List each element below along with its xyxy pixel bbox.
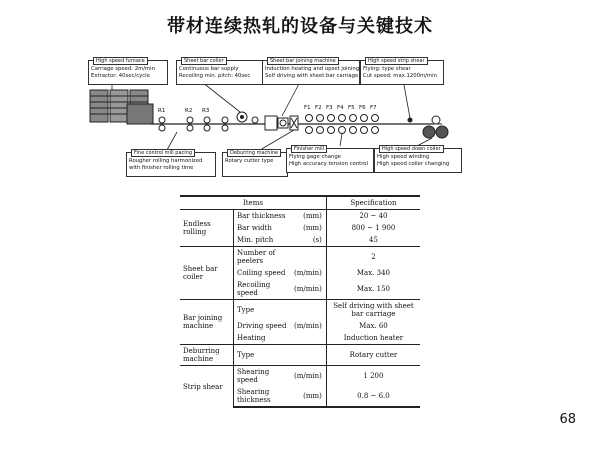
- callout-strip-shear: [360, 60, 444, 85]
- item-cell: Bar thickness: [233, 210, 291, 223]
- item-cell: Bar width: [236, 224, 272, 232]
- stand-label-f2: F2: [315, 105, 322, 111]
- table-row: [180, 210, 420, 223]
- stand-label-f3: F3: [326, 105, 333, 111]
- item-cell: Shearing thickness: [233, 386, 291, 407]
- down-coilers-icon: [382, 116, 448, 138]
- item-cell: Shearing speed: [233, 366, 291, 387]
- table-body: [180, 210, 420, 408]
- value-cell: Rotary cutter: [326, 345, 420, 366]
- value-cell: 800 ~ 1 900: [326, 222, 420, 234]
- item-cell: Number of peelers: [233, 247, 291, 268]
- value-cell: 20 ~ 40: [326, 210, 420, 223]
- header-specification: Specification: [326, 196, 420, 210]
- category-cell: [180, 300, 233, 345]
- table-row: [180, 366, 420, 387]
- unit-cell: (s): [312, 236, 322, 244]
- callout-header: Deburring machine: [227, 149, 281, 157]
- stand-label-r3: R3: [202, 108, 210, 114]
- callout-line: Rougher rolling harmonized: [129, 158, 203, 164]
- callout-line: with finisher rolling time: [129, 165, 194, 171]
- header-items: Items: [180, 196, 326, 210]
- category-line: machine: [183, 322, 214, 330]
- item-cell: Heating: [236, 334, 266, 342]
- item-cell: Recoiling speed: [236, 281, 271, 297]
- process-diagram: [82, 32, 522, 182]
- category-line: Strip shear: [183, 382, 223, 391]
- value-cell: Max. 340: [326, 267, 420, 279]
- category-cell: [180, 345, 233, 366]
- furnace-icon: [90, 90, 153, 124]
- callout-down-coiler: [374, 148, 462, 173]
- specification-table: [180, 195, 420, 408]
- callout-sheet-bar-coiler: [176, 60, 264, 85]
- item-cell: Min. pitch: [236, 236, 274, 244]
- callout-deburring-machine: [222, 152, 288, 177]
- page-title: 带材连续热轧的设备与关键技术: [167, 16, 433, 37]
- item-cell: Coiling speed: [236, 269, 286, 277]
- unit-cell: [291, 300, 326, 321]
- unit-cell: (m/min): [294, 322, 322, 330]
- stand-label-f6: F6: [359, 105, 366, 111]
- callout-line: Flying gage change: [289, 154, 341, 160]
- callout-line: Self driving with sheet bar carriage: [265, 73, 359, 79]
- item-cell: Type: [233, 300, 291, 321]
- callout-line: Recoiling min. pitch: 40sec: [179, 73, 251, 79]
- category-cell: [180, 247, 233, 300]
- callout-header: Finisher mill: [291, 145, 327, 153]
- callout-header: High speed furnace: [93, 57, 148, 65]
- coiler-icon: [237, 112, 258, 123]
- value-cell: Self driving with sheet bar carriage: [326, 300, 420, 321]
- unit-cell: (m/min): [294, 269, 322, 277]
- joining-machine-icon: [265, 116, 288, 130]
- unit-cell: (m/min): [294, 285, 322, 293]
- category-line: machine: [183, 355, 214, 363]
- value-cell: Max. 60: [326, 320, 420, 332]
- item-cell: Type: [233, 345, 291, 366]
- stand-label-f5: F5: [348, 105, 355, 111]
- callout-line: Rotary cutter type: [225, 158, 274, 164]
- category-cell: [180, 210, 233, 247]
- callout-line: Extractor: 40sec/cycle: [91, 73, 150, 79]
- table-row: [180, 247, 420, 268]
- unit-cell: (m/min): [291, 366, 326, 387]
- callout-line: Induction heating and upset joining: [265, 66, 360, 72]
- callout-sheet-bar-joining: [262, 60, 360, 85]
- value-cell: Induction heater: [326, 332, 420, 345]
- callout-header: Fine control mill pacing: [131, 149, 195, 157]
- deburring-machine-icon: [290, 116, 298, 130]
- category-line: Deburring: [183, 347, 220, 355]
- value-cell: 0.8 ~ 6.0: [326, 386, 420, 407]
- value-cell: 1 200: [326, 366, 420, 387]
- stand-label-f7: F7: [370, 105, 377, 111]
- unit-cell: (mm): [291, 386, 326, 407]
- stand-label-f4: F4: [337, 105, 344, 111]
- item-cell: Driving speed: [236, 322, 287, 330]
- callout-line: High accuracy tension control: [289, 161, 369, 167]
- callout-line: Flying: type shear: [363, 66, 411, 72]
- unit-cell: (mm): [291, 210, 326, 223]
- callout-line: Cut speed: max.1200m/min: [363, 73, 437, 79]
- callout-high-speed-furnace: [88, 60, 168, 85]
- unit-cell: (mm): [303, 224, 322, 232]
- stand-label-r2: R2: [185, 108, 193, 114]
- table-row: [180, 345, 420, 366]
- callout-header: Sheet bar joining machine: [267, 57, 339, 65]
- callout-header: High speed down coiler: [379, 145, 444, 153]
- stand-label-r1: R1: [158, 108, 166, 114]
- callout-line: Carriage speed: 2m/min: [91, 66, 156, 72]
- callout-header: Sheet bar coiler: [181, 57, 227, 65]
- callout-line: High speed winding: [377, 154, 430, 160]
- callout-line: Continuous bar supply: [179, 66, 239, 72]
- table-row: [180, 300, 420, 321]
- callout-line: High speed coiler changing: [377, 161, 450, 167]
- unit-cell: [291, 332, 326, 345]
- callout-header: High speed strip shear: [365, 57, 428, 65]
- stand-label-f1: F1: [304, 105, 311, 111]
- unit-cell: [291, 345, 326, 366]
- category-line: Bar joining: [183, 314, 223, 322]
- category-cell: [180, 366, 233, 408]
- value-cell: 2: [326, 247, 420, 268]
- category-line: Endless rolling: [183, 220, 211, 236]
- unit-cell: [291, 247, 326, 268]
- value-cell: Max. 150: [326, 279, 420, 300]
- value-cell: 45: [326, 234, 420, 247]
- page-number: 68: [559, 412, 576, 427]
- callout-finisher-mill: [286, 148, 374, 173]
- category-line: Sheet bar coiler: [183, 265, 218, 281]
- callout-fine-control-pacing: [126, 152, 216, 177]
